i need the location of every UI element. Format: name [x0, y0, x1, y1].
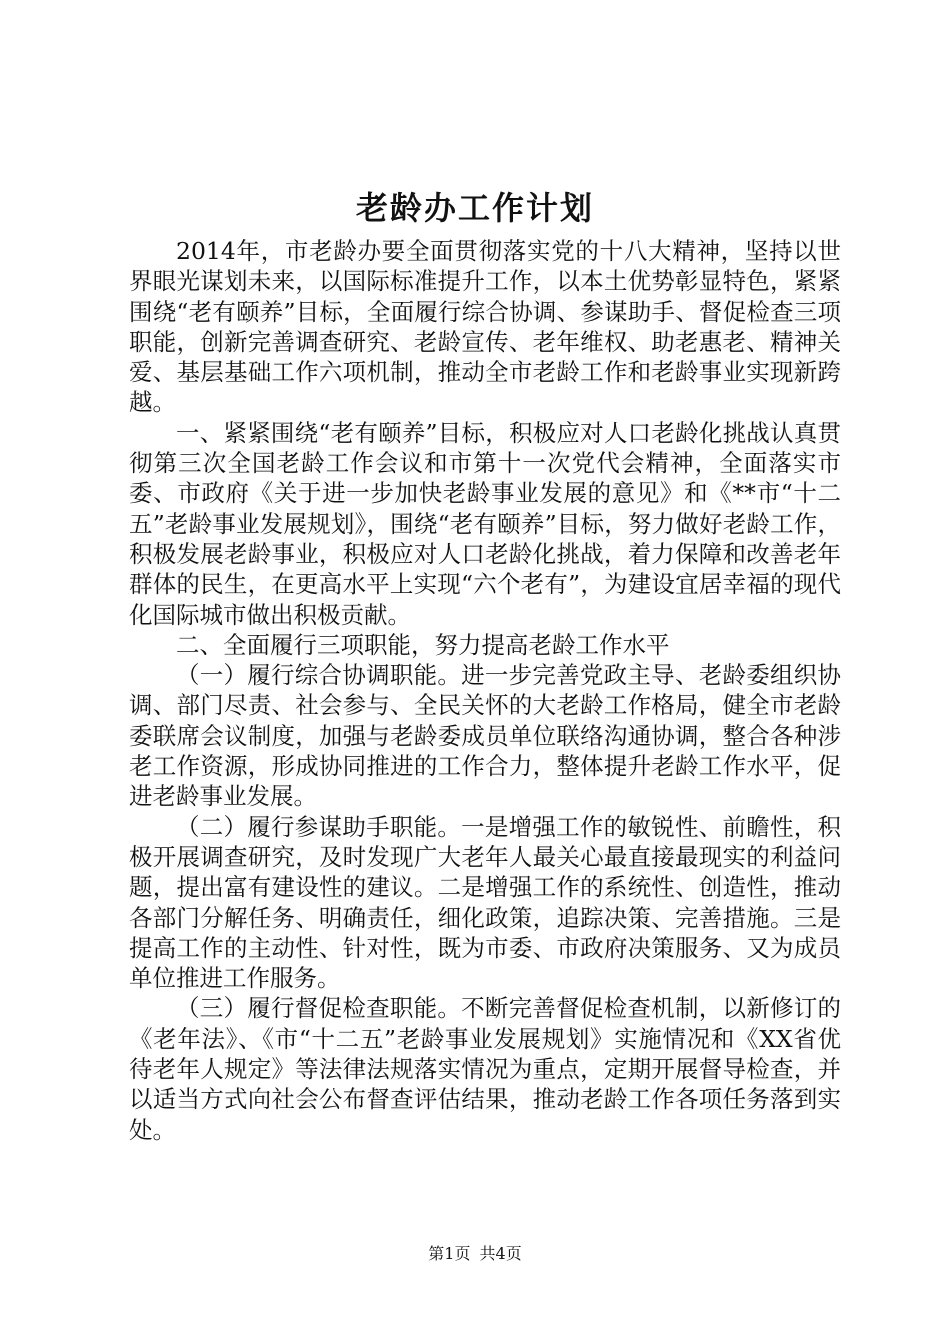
page-total: 共4页	[479, 1244, 522, 1263]
paragraph-intro: 2014年，市老龄办要全面贯彻落实党的十八大精神，坚持以世界眼光谋划未来，以国际标准提升工作，以本土优势彰显特色，紧紧围绕“老有颐养”目标，全面履行综合协调、参谋助手、督促检查三项职能，创新完善调查研究、老龄宣传、老年维权、助老惠老、精神关爱、基层基础工作六项机制，推动全市老龄工作和老龄事业实现新跨越。	[129, 237, 841, 417]
paragraph-coordination: （一）履行综合协调职能。进一步完善党政主导、老龄委组织协调、部门尽责、社会参与、全民关怀的大老龄工作格局，健全市老龄委联席会议制度，加强与老龄委成员单位联络沟通协调，整合各种涉老工作资源，形成协同推进的工作合力，整体提升老龄工作水平，促进老龄事业发展。	[129, 661, 841, 811]
page-number: 第1页	[428, 1244, 471, 1263]
paragraph-supervision: （三）履行督促检查职能。不断完善督促检查机制，以新修订的《老年法》、《市“十二五”老龄事业发展规划》实施情况和《XX省优待老年人规定》等法律法规落实情况为重点，定期开展督导检查，并以适当方式向社会公布督查评估结果，推动老龄工作各项任务落到实处。	[129, 994, 841, 1144]
paragraph-section-2-heading: 二、全面履行三项职能，努力提高老龄工作水平	[176, 630, 670, 659]
document-body	[129, 236, 841, 1145]
paragraph-advisory: （二）履行参谋助手职能。一是增强工作的敏锐性、前瞻性，积极开展调查研究，及时发现广大老年人最关心最直接最现实的利益问题，提出富有建设性的建议。二是增强工作的系统性、创造性，推动各部门分解任务、明确责任，细化政策，追踪决策、完善措施。三是提高工作的主动性、针对性，既为市委、市政府决策服务、又为成员单位推进工作服务。	[129, 812, 841, 993]
page-footer	[0, 1242, 950, 1266]
paragraph-section-1: 一、紧紧围绕“老有颐养”目标，积极应对人口老龄化挑战认真贯彻第三次全国老龄工作会议和市第十一次党代会精神，全面落实市委、市政府《关于进一步加快老龄事业发展的意见》和《**市“十二五”老龄事业发展规划》，围绕“老有颐养”目标，努力做好老龄工作，积极发展老龄事业，积极应对人口老龄化挑战，着力保障和改善老年群体的民生，在更高水平上实现“六个老有”，为建设宜居幸福的现代化国际城市做出积极贡献。	[129, 418, 841, 629]
document-title: 老龄办工作计划	[355, 189, 594, 227]
